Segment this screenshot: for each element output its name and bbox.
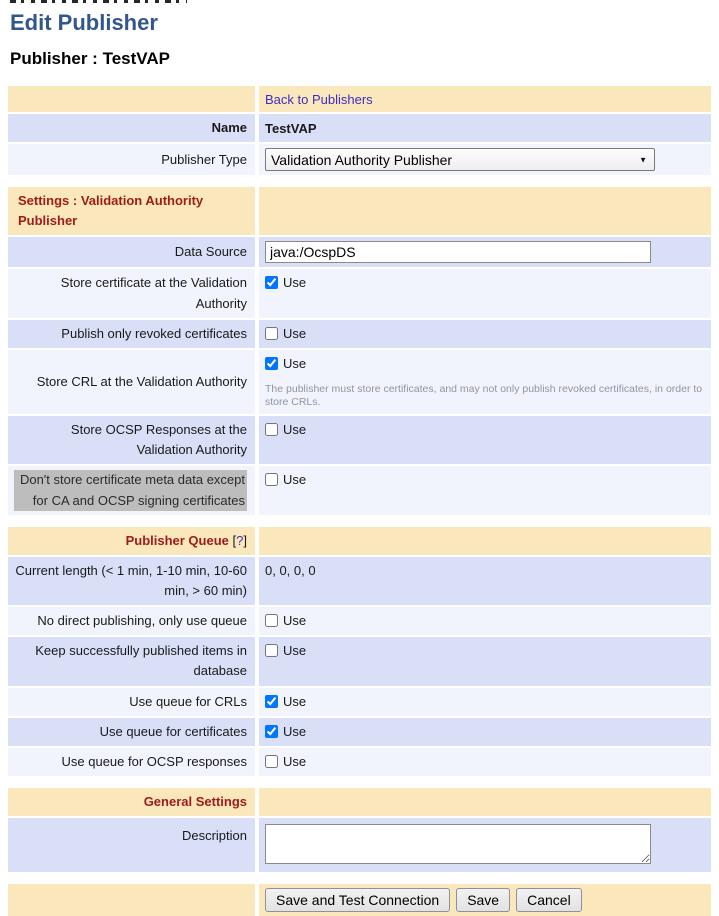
- dont-store-meta-checkbox[interactable]: [265, 473, 278, 486]
- use-label: Use: [283, 472, 307, 488]
- use-label: Use: [283, 643, 307, 659]
- store-certificate-checkbox[interactable]: [265, 276, 278, 289]
- edit-publisher-form: [8, 86, 711, 916]
- publisher-type-label: Publisher Type: [8, 144, 255, 175]
- store-certificate-label: Store certificate at the Validation Authority: [8, 269, 255, 317]
- name-value: TestVAP: [259, 114, 711, 142]
- no-direct-publishing-cell: [259, 607, 711, 635]
- use-label: Use: [283, 422, 307, 438]
- queue-crls-cell: [259, 688, 711, 716]
- data-source-input[interactable]: [265, 241, 651, 263]
- general-settings-section: [8, 788, 711, 872]
- help-bracket-close: ]: [243, 532, 247, 548]
- save-and-test-connection-button[interactable]: Save and Test Connection: [265, 888, 450, 912]
- description-textarea[interactable]: [265, 824, 651, 864]
- general-header-spacer: [259, 788, 711, 816]
- publisher-type-select-wrap: [265, 148, 655, 171]
- queue-certificates-checkbox[interactable]: [265, 725, 278, 738]
- queue-ocsp-checkbox[interactable]: [265, 755, 278, 768]
- queue-crls-use: [265, 694, 306, 709]
- queue-header-spacer: [259, 527, 711, 555]
- store-crl-label: Store CRL at the Validation Authority: [8, 350, 255, 414]
- publisher-queue-header: [8, 527, 255, 555]
- keep-published-use: [265, 643, 306, 658]
- highlighted-label-text: Don't store certificate meta data except for CA and OCSP signing certificates: [14, 470, 247, 510]
- data-source-label: Data Source: [8, 237, 255, 267]
- store-crl-help-text: The publisher must store certificates, and may not only publish revoked certificates, in order to store CRLs.: [265, 382, 703, 409]
- dont-store-meta-use: [265, 472, 306, 487]
- no-direct-publishing-label: No direct publishing, only use queue: [8, 607, 255, 635]
- use-label: Use: [283, 355, 307, 371]
- store-crl-cell: [259, 350, 711, 414]
- publish-only-revoked-use: [265, 326, 306, 341]
- current-length-value: 0, 0, 0, 0: [259, 557, 711, 605]
- data-source-cell: [259, 237, 711, 267]
- chevron-down-icon: ▼: [639, 155, 647, 165]
- save-button[interactable]: Save: [456, 888, 510, 912]
- footer-spacer: [8, 884, 255, 916]
- clipped-text-artifact: [10, 0, 187, 3]
- queue-ocsp-cell: [259, 748, 711, 776]
- publish-only-revoked-cell: [259, 320, 711, 348]
- queue-certificates-cell: [259, 718, 711, 746]
- page-subtitle: Publisher : TestVAP: [10, 49, 170, 68]
- queue-certificates-label: Use queue for certificates: [8, 718, 255, 746]
- keep-published-checkbox[interactable]: [265, 644, 278, 657]
- queue-ocsp-use: [265, 754, 306, 769]
- use-label: Use: [283, 613, 307, 629]
- top-header-spacer: [8, 86, 255, 112]
- page-title: Edit Publisher: [10, 10, 158, 35]
- no-direct-publishing-use: [265, 613, 306, 628]
- cancel-button[interactable]: Cancel: [516, 888, 582, 912]
- use-label: Use: [283, 693, 307, 709]
- publish-only-revoked-checkbox[interactable]: [265, 327, 278, 340]
- queue-crls-label: Use queue for CRLs: [8, 688, 255, 716]
- store-ocsp-cell: [259, 416, 711, 464]
- keep-published-cell: [259, 637, 711, 685]
- publisher-queue-title: Publisher Queue: [125, 532, 229, 548]
- queue-crls-checkbox[interactable]: [265, 695, 278, 708]
- use-label: Use: [283, 275, 307, 291]
- publisher-type-select[interactable]: [265, 148, 655, 171]
- description-label: Description: [8, 818, 255, 872]
- publisher-queue-help-link[interactable]: ?: [236, 532, 244, 548]
- store-ocsp-label: Store OCSP Responses at the Validation Authority: [8, 416, 255, 464]
- store-certificate-use: [265, 275, 306, 290]
- back-link-cell: [259, 86, 711, 112]
- settings-header-spacer: [259, 187, 711, 235]
- publisher-type-cell: [259, 144, 711, 175]
- store-crl-use: [265, 356, 306, 371]
- general-settings-header: General Settings: [8, 788, 255, 816]
- dont-store-meta-label: [8, 466, 255, 514]
- settings-section: [8, 187, 711, 515]
- publish-only-revoked-label: Publish only revoked certificates: [8, 320, 255, 348]
- footer-section: [8, 884, 711, 916]
- settings-section-header: Settings : Validation Authority Publisher: [8, 187, 255, 235]
- name-label: Name: [8, 114, 255, 142]
- store-ocsp-use: [265, 422, 306, 437]
- footer-buttons: [259, 884, 711, 916]
- store-certificate-cell: [259, 269, 711, 317]
- no-direct-publishing-checkbox[interactable]: [265, 614, 278, 627]
- use-label: Use: [283, 723, 307, 739]
- top-section: [8, 86, 711, 175]
- publisher-queue-section: [8, 527, 711, 776]
- use-label: Use: [283, 325, 307, 341]
- queue-certificates-use: [265, 724, 306, 739]
- description-cell: [259, 818, 711, 872]
- keep-published-label: Keep successfully published items in database: [8, 637, 255, 685]
- dont-store-meta-cell: [259, 466, 711, 514]
- store-ocsp-checkbox[interactable]: [265, 423, 278, 436]
- back-to-publishers-link[interactable]: Back to Publishers: [265, 91, 373, 107]
- current-length-label: Current length (< 1 min, 1-10 min, 10-60 min, > 60 min): [8, 557, 255, 605]
- queue-ocsp-label: Use queue for OCSP responses: [8, 748, 255, 776]
- use-label: Use: [283, 753, 307, 769]
- store-crl-checkbox[interactable]: [265, 357, 278, 370]
- help-bracket-open: [: [232, 532, 237, 548]
